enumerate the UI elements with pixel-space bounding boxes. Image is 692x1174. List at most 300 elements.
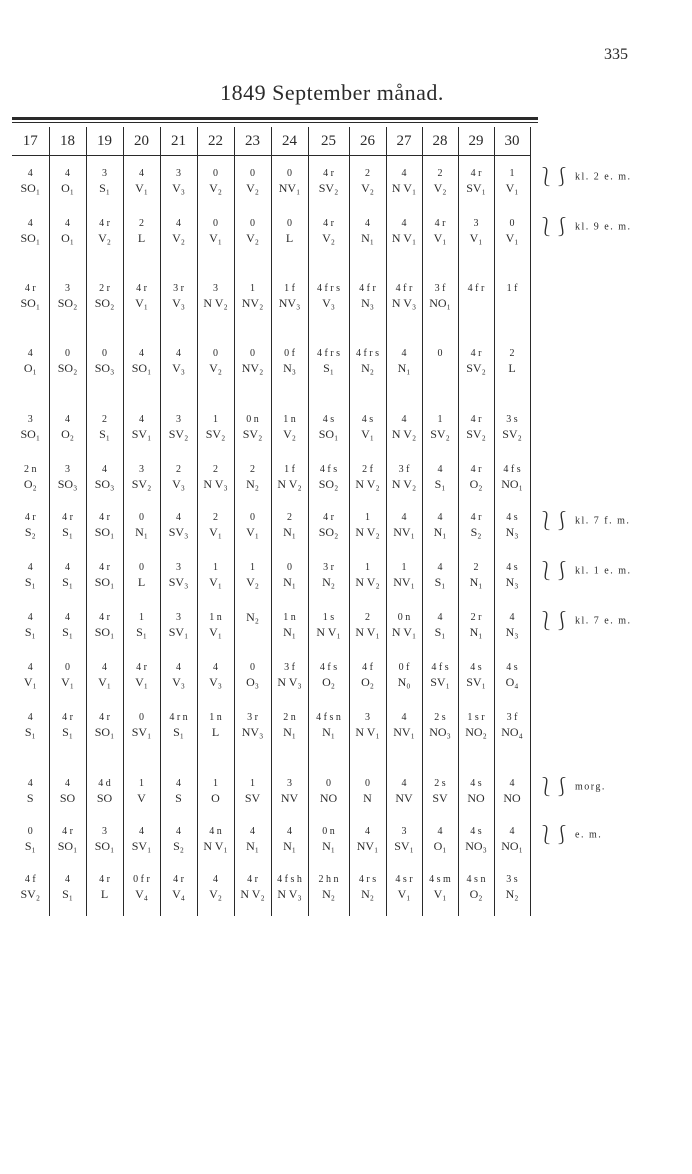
wind-value: V₃ xyxy=(172,675,185,689)
cloud-value: 4 xyxy=(401,712,407,723)
wind-value: NO₂ xyxy=(465,725,487,739)
observation-row xyxy=(12,336,530,402)
cloud-value: 0 f xyxy=(398,662,410,673)
day-header-23: 23 xyxy=(234,127,271,156)
cloud-value: 4 r xyxy=(323,218,334,229)
observation-cell xyxy=(308,500,349,550)
observation-row xyxy=(12,550,530,600)
cloud-value: 4 f s h xyxy=(277,874,302,885)
cloud-value: 1 xyxy=(139,778,144,789)
observation-cell xyxy=(197,814,234,862)
note-text: morg. xyxy=(575,781,606,793)
cloud-value: 4 xyxy=(65,168,70,179)
wind-value: N₂ xyxy=(361,361,374,375)
wind-value: O₂ xyxy=(23,477,37,491)
cloud-value: 4 xyxy=(176,826,181,837)
observation-cell xyxy=(422,336,458,402)
wind-value: O₃ xyxy=(246,675,259,689)
wind-value: V₁ xyxy=(433,231,447,245)
observation-cell xyxy=(386,336,422,402)
wind-value: N V₂ xyxy=(277,477,302,491)
wind-value: NO₁ xyxy=(501,477,523,491)
wind-value: SO₂ xyxy=(318,477,339,491)
wind-value: NO₁ xyxy=(501,839,523,853)
wind-value: S₁ xyxy=(24,839,36,853)
observation-cell xyxy=(86,814,123,862)
wind-value: V₄ xyxy=(135,887,148,901)
cloud-value: 4 s xyxy=(470,778,482,789)
wind-value: NV₁ xyxy=(393,575,415,589)
cloud-value: 1 xyxy=(250,778,255,789)
cloud-value: 4 xyxy=(401,168,407,179)
cloud-value: 1 n xyxy=(283,612,296,623)
observation-cell xyxy=(86,156,123,207)
observation-cell xyxy=(160,402,197,452)
wind-value: N₂ xyxy=(322,575,335,589)
cloud-value: 4 xyxy=(139,414,144,425)
cloud-value: 4 xyxy=(437,562,443,573)
cloud-value: 2 xyxy=(437,168,443,179)
wind-value: SO₁ xyxy=(94,625,115,639)
wind-value: N₂ xyxy=(505,887,519,901)
wind-value: V₁ xyxy=(469,231,483,245)
wind-value: NV₁ xyxy=(393,525,415,539)
wind-value: O₁ xyxy=(61,181,74,195)
wind-value: SV₂ xyxy=(466,361,486,375)
observation-cell xyxy=(271,766,308,814)
observation-row xyxy=(12,766,530,814)
observation-cell xyxy=(458,600,494,650)
time-note xyxy=(537,217,632,237)
observation-row xyxy=(12,156,530,207)
wind-value: SV₁ xyxy=(394,839,414,853)
wind-value: NO xyxy=(467,791,485,805)
wind-value: NO₄ xyxy=(501,725,523,739)
observation-cell xyxy=(86,650,123,700)
cloud-value: 3 r xyxy=(323,562,334,573)
wind-value: O₂ xyxy=(322,675,335,689)
observation-cell xyxy=(458,650,494,700)
cloud-value: 1 s r xyxy=(467,712,485,723)
wind-value: S₁ xyxy=(62,625,73,639)
cloud-value: 4 xyxy=(65,778,70,789)
observation-cell xyxy=(349,550,386,600)
cloud-value: 4 xyxy=(27,562,33,573)
observation-cell xyxy=(123,271,160,336)
cloud-value: 0 f xyxy=(284,348,295,359)
cloud-value: 0 n xyxy=(397,612,411,623)
cloud-value: 2 xyxy=(287,512,292,523)
observation-cell xyxy=(197,271,234,336)
observation-cell xyxy=(271,206,308,271)
cloud-value: 4 n xyxy=(209,826,222,837)
cloud-value: 3 s xyxy=(506,874,518,885)
observation-cell xyxy=(271,814,308,862)
cloud-value: 4 xyxy=(102,662,107,673)
observation-cell xyxy=(458,402,494,452)
cloud-value: 2 xyxy=(102,414,107,425)
observation-cell xyxy=(422,700,458,766)
cloud-value: 2 xyxy=(176,464,181,475)
note-text: kl. 1 e. m. xyxy=(575,565,632,577)
cloud-value: 0 xyxy=(65,662,70,673)
observation-cell xyxy=(422,650,458,700)
wind-value: N₂ xyxy=(246,610,259,624)
observation-cell xyxy=(422,814,458,862)
observation-cell xyxy=(386,700,422,766)
wind-value: V₁ xyxy=(61,675,74,689)
wind-value: N V₃ xyxy=(391,296,417,310)
observation-cell xyxy=(422,271,458,336)
time-note xyxy=(537,777,606,797)
cloud-value: 0 xyxy=(213,218,218,229)
wind-value: N V₁ xyxy=(355,725,380,739)
wind-value: NV₁ xyxy=(393,725,415,739)
cloud-value: 0 xyxy=(27,826,33,837)
observation-cell xyxy=(12,600,49,650)
cloud-value: 4 s xyxy=(470,826,482,837)
observation-row xyxy=(12,206,530,271)
cloud-value: 3 xyxy=(102,168,107,179)
cloud-value: 4 f r s xyxy=(316,283,341,294)
wind-value: O₂ xyxy=(61,427,74,441)
wind-value: V₁ xyxy=(98,675,111,689)
wind-value: L xyxy=(100,887,109,901)
cloud-value: 0 xyxy=(139,712,144,723)
wind-value: L xyxy=(508,361,516,375)
observation-cell xyxy=(49,402,86,452)
cloud-value: 2 xyxy=(250,464,255,475)
wind-value: V₂ xyxy=(283,427,296,441)
wind-value: N V₁ xyxy=(203,839,228,853)
cloud-value: 4 d xyxy=(98,778,111,789)
wind-value: S₁ xyxy=(99,181,110,195)
day-header-30: 30 xyxy=(494,127,530,156)
wind-value: O₂ xyxy=(361,675,374,689)
observation-cell xyxy=(494,550,530,600)
observation-cell xyxy=(160,700,197,766)
observation-cell xyxy=(160,336,197,402)
cloud-value: 1 n xyxy=(209,612,222,623)
observation-cell xyxy=(349,500,386,550)
wind-value: V₂ xyxy=(209,181,222,195)
cloud-value: 4 xyxy=(213,874,218,885)
wind-value: V₂ xyxy=(246,231,259,245)
cloud-value: 4 xyxy=(365,826,370,837)
wind-value: SV₁ xyxy=(430,675,450,689)
cloud-value: 3 xyxy=(176,168,181,179)
wind-value: SO₂ xyxy=(94,296,115,310)
wind-value: V₁ xyxy=(505,231,519,245)
cloud-value: 1 f xyxy=(506,283,518,294)
observation-cell xyxy=(234,271,271,336)
cloud-value: 4 f s xyxy=(319,662,338,673)
cloud-value: 0 xyxy=(250,512,255,523)
wind-value: SO xyxy=(96,791,113,805)
observation-row xyxy=(12,814,530,862)
wind-value: V₂ xyxy=(209,361,222,375)
observation-cell xyxy=(234,402,271,452)
wind-value: V₃ xyxy=(209,675,222,689)
wind-value: N V₃ xyxy=(203,477,228,491)
observation-cell xyxy=(234,336,271,402)
wind-value: N V₃ xyxy=(277,675,302,689)
wind-value: SO₂ xyxy=(318,525,339,539)
observation-table xyxy=(12,127,531,916)
cloud-value: 1 xyxy=(250,562,255,573)
observation-cell xyxy=(349,336,386,402)
observation-cell xyxy=(386,550,422,600)
wind-value: O xyxy=(211,791,220,805)
cloud-value: 0 xyxy=(509,218,515,229)
wind-value: N₁ xyxy=(283,575,296,589)
cloud-value: 4 xyxy=(102,464,107,475)
wind-value: S xyxy=(26,791,34,805)
observation-cell xyxy=(12,700,49,766)
observation-cell xyxy=(308,550,349,600)
brace-icon: ⎱⎰ xyxy=(537,777,569,797)
observation-cell xyxy=(86,452,123,500)
wind-value: V₂ xyxy=(322,231,335,245)
wind-value: NO xyxy=(319,791,338,805)
observation-cell xyxy=(308,402,349,452)
observation-cell xyxy=(123,600,160,650)
observation-cell xyxy=(12,336,49,402)
wind-value: V₃ xyxy=(172,477,185,491)
wind-value: N₃ xyxy=(361,296,374,310)
cloud-value: 4 s xyxy=(506,512,518,523)
wind-value: SV₃ xyxy=(168,525,189,539)
cloud-value: 1 xyxy=(437,414,443,425)
observation-cell xyxy=(271,550,308,600)
wind-value: S₁ xyxy=(62,575,73,589)
note-text: e. m. xyxy=(575,829,603,841)
observation-cell xyxy=(234,206,271,271)
day-header-21: 21 xyxy=(160,127,197,156)
observation-cell xyxy=(123,402,160,452)
observation-cell xyxy=(349,271,386,336)
cloud-value: 2 s xyxy=(434,712,446,723)
cloud-value: 3 xyxy=(65,464,70,475)
wind-value: NV xyxy=(395,791,413,805)
observation-cell xyxy=(458,206,494,271)
cloud-value: 4 r xyxy=(470,168,482,179)
wind-value: V₂ xyxy=(246,181,259,195)
cloud-value: 1 s xyxy=(322,612,335,623)
note-text: kl. 7 e. m. xyxy=(575,615,632,627)
observation-cell xyxy=(12,271,49,336)
observation-cell xyxy=(234,814,271,862)
wind-value: SO₁ xyxy=(94,725,115,739)
wind-value: SO₁ xyxy=(20,296,41,310)
cloud-value: 0 n xyxy=(246,414,259,425)
observation-cell xyxy=(308,650,349,700)
time-note xyxy=(537,167,632,187)
observation-cell xyxy=(12,156,49,207)
cloud-value: 0 xyxy=(287,562,292,573)
cloud-value: 1 xyxy=(139,612,144,623)
cloud-value: 4 xyxy=(437,512,443,523)
cloud-value: 4 xyxy=(27,662,33,673)
cloud-value: 4 f r xyxy=(395,283,413,294)
observation-cell xyxy=(349,650,386,700)
observation-cell xyxy=(349,452,386,500)
cloud-value: 4 s m xyxy=(429,874,451,885)
cloud-value: 3 xyxy=(401,826,407,837)
cloud-value: 3 f xyxy=(434,283,446,294)
wind-value: SO₁ xyxy=(318,427,339,441)
cloud-value: 2 xyxy=(213,512,218,523)
cloud-value: 2 h n xyxy=(318,874,339,885)
observation-cell xyxy=(494,700,530,766)
observation-cell xyxy=(349,862,386,916)
wind-value: N V₂ xyxy=(355,525,380,539)
wind-value: N V₂ xyxy=(240,887,265,901)
cloud-value: 4 r xyxy=(173,874,184,885)
day-header-17: 17 xyxy=(12,127,49,156)
wind-value: V₁ xyxy=(505,181,519,195)
wind-value: N₁ xyxy=(283,625,296,639)
cloud-value: 4 xyxy=(65,612,70,623)
brace-icon: ⎱⎰ xyxy=(537,167,569,187)
cloud-value: 0 xyxy=(250,168,255,179)
observation-cell xyxy=(234,650,271,700)
cloud-value: 0 xyxy=(65,348,70,359)
observation-cell xyxy=(197,206,234,271)
observation-cell xyxy=(271,156,308,207)
cloud-value: 2 xyxy=(213,464,218,475)
observation-cell xyxy=(49,814,86,862)
wind-value: S₁ xyxy=(434,625,446,639)
wind-value: N₁ xyxy=(469,625,483,639)
wind-value: S₁ xyxy=(136,625,147,639)
observation-cell xyxy=(160,550,197,600)
cloud-value: 0 xyxy=(437,348,443,359)
cloud-value: 3 r xyxy=(247,712,258,723)
cloud-value: 4 xyxy=(139,826,144,837)
wind-value: O₂ xyxy=(469,477,483,491)
wind-value: O₄ xyxy=(505,675,519,689)
cloud-value: 4 r xyxy=(24,512,36,523)
observation-cell xyxy=(234,550,271,600)
cloud-value: 1 xyxy=(365,562,370,573)
cloud-value: 1 xyxy=(401,562,407,573)
wind-value: N₂ xyxy=(361,887,374,901)
wind-value: NO xyxy=(503,791,521,805)
cloud-value: 4 xyxy=(27,218,33,229)
observation-cell xyxy=(349,206,386,271)
day-header-22: 22 xyxy=(197,127,234,156)
cloud-value: 1 xyxy=(213,778,218,789)
wind-value: V₁ xyxy=(135,296,148,310)
cloud-value: 1 f xyxy=(284,283,295,294)
cloud-value: 4 r s xyxy=(358,874,377,885)
observation-cell xyxy=(123,336,160,402)
observation-cell xyxy=(160,862,197,916)
observation-cell xyxy=(160,156,197,207)
wind-value: SO₁ xyxy=(20,231,41,245)
observation-cell xyxy=(308,700,349,766)
wind-value: V₁ xyxy=(246,525,259,539)
observation-cell xyxy=(422,550,458,600)
observation-cell xyxy=(308,336,349,402)
day-header-18: 18 xyxy=(49,127,86,156)
cloud-value: 4 xyxy=(176,218,181,229)
day-header-26: 26 xyxy=(349,127,386,156)
wind-value: SO₃ xyxy=(94,361,115,375)
observation-cell xyxy=(123,550,160,600)
wind-value: SV₂ xyxy=(502,427,522,441)
observation-cell xyxy=(86,766,123,814)
wind-value: N V₂ xyxy=(391,427,417,441)
wind-value: N₃ xyxy=(505,575,519,589)
cloud-value: 0 xyxy=(139,562,144,573)
observation-cell xyxy=(197,600,234,650)
cloud-value: 2 xyxy=(365,612,370,623)
wind-value: SV₁ xyxy=(466,675,486,689)
observation-cell xyxy=(160,271,197,336)
page-number: 335 xyxy=(604,46,628,63)
cloud-value: 4 xyxy=(401,348,407,359)
cloud-value: 4 f r xyxy=(467,283,485,294)
wind-value: L xyxy=(285,231,294,245)
cloud-value: 1 xyxy=(365,512,370,523)
title-rule-thin xyxy=(12,122,538,123)
day-header-row xyxy=(12,127,530,156)
cloud-value: 3 xyxy=(213,283,218,294)
observation-cell xyxy=(12,766,49,814)
observation-cell xyxy=(12,650,49,700)
observation-cell xyxy=(123,206,160,271)
wind-value: N₁ xyxy=(322,839,335,853)
observation-cell xyxy=(271,650,308,700)
observation-cell xyxy=(386,402,422,452)
cloud-value: 4 f xyxy=(362,662,373,673)
title-rule-thick xyxy=(12,117,538,120)
observation-row xyxy=(12,862,530,916)
cloud-value: 4 xyxy=(437,464,443,475)
observation-cell xyxy=(386,766,422,814)
wind-value: V₃ xyxy=(172,181,185,195)
cloud-value: 4 r xyxy=(24,283,36,294)
wind-value: N₃ xyxy=(505,625,519,639)
wind-value: NV₂ xyxy=(241,296,264,310)
wind-value: SV₁ xyxy=(168,625,189,639)
observation-cell xyxy=(49,650,86,700)
day-header-28: 28 xyxy=(422,127,458,156)
observation-cell xyxy=(234,766,271,814)
cloud-value: 4 f s xyxy=(319,464,338,475)
observation-cell xyxy=(494,814,530,862)
wind-value: N₁ xyxy=(283,839,296,853)
cloud-value: 4 xyxy=(27,778,33,789)
time-note xyxy=(537,825,603,845)
wind-value: O₂ xyxy=(469,887,483,901)
observation-cell xyxy=(197,402,234,452)
cloud-value: 4 r xyxy=(247,874,258,885)
observation-row xyxy=(12,500,530,550)
observation-cell xyxy=(386,650,422,700)
observation-cell xyxy=(123,766,160,814)
wind-value: V₁ xyxy=(135,675,148,689)
cloud-value: 2 r xyxy=(470,612,482,623)
observation-cell xyxy=(49,500,86,550)
wind-value: V₁ xyxy=(209,625,222,639)
observation-cell xyxy=(49,766,86,814)
cloud-value: 3 xyxy=(65,283,70,294)
cloud-value: 4 f s n xyxy=(316,712,341,723)
cloud-value: 4 f r s xyxy=(355,348,380,359)
